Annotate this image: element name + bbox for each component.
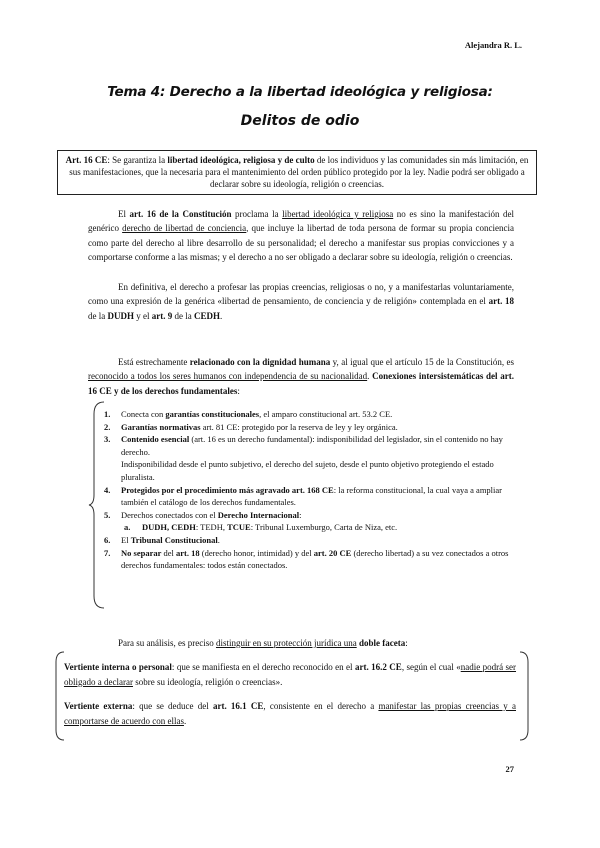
text: : que se manifiesta en el derecho reconocido en el xyxy=(171,662,355,672)
underlined-text: derecho de libertad de conciencia xyxy=(122,223,247,234)
text: (art. 16 es un derecho fundamental): indisponibilidad del legislador, sin el contenido no hay derecho. xyxy=(121,434,503,457)
underlined-text: distinguir en su protección jurídica una xyxy=(215,638,357,648)
underlined-text: nadie podrá ser obligado a declarar xyxy=(64,662,517,687)
bold-text: art. 18 xyxy=(176,547,200,558)
list-number: 2. xyxy=(104,421,111,432)
bold-text: Contenido esencial xyxy=(121,434,190,445)
text: art. 81 CE: protegido por la reserva de ley y ley orgánica. xyxy=(200,421,398,432)
box-label: Art. 16 CE xyxy=(65,155,108,165)
bold-text: Tribunal Constitucional xyxy=(130,534,218,545)
paragraph-2 xyxy=(88,280,514,323)
facet-internal xyxy=(64,660,516,689)
text: Conecta con xyxy=(121,409,166,419)
box-text: de los individuos y las comunidades sin más limitación, en sus manifestaciones, que la necesaria para el mantenimiento del orden público protegido por la ley. Nadie podrá ser obligado a declarar sobre su ideología, religión o creencias. xyxy=(69,155,529,190)
text: : Tribunal Luxemburgo, Carta de Niza, etc. xyxy=(250,522,398,533)
text: no es sino la manifestación del genérico xyxy=(88,209,514,234)
text: y, al igual que el artículo 15 de la Constitución, es xyxy=(330,357,514,367)
text: de la xyxy=(172,310,194,321)
text: sobre su ideología, religión o creencias». xyxy=(132,676,283,687)
list-number: 7. xyxy=(104,547,111,558)
list-item xyxy=(104,509,516,522)
bold-text: art. 18 xyxy=(488,296,514,307)
text: de la xyxy=(88,310,108,321)
text: Derechos conectados con el xyxy=(121,509,218,520)
bold-text: art. 20 CE xyxy=(313,547,352,558)
list-item xyxy=(104,484,516,509)
text: : TEDH, xyxy=(195,522,228,533)
bold-text: art. 16.2 CE xyxy=(354,662,402,672)
bold-text: art. 16.1 CE xyxy=(212,701,264,711)
list-item xyxy=(104,421,516,434)
text: El xyxy=(118,209,130,219)
bold-text: relacionado con la dignidad humana xyxy=(189,357,331,367)
title-line-1: Tema 4: Derecho a la libertad ideológica y religiosa: xyxy=(107,84,493,100)
underlined-text: manifestar las propias creencias y a comportarse de acuerdo con ellas xyxy=(64,701,516,726)
bold-text: Protegidos por el procedimiento más agravado art. 168 CE xyxy=(121,484,334,495)
facet-external xyxy=(64,699,516,728)
bold-text: garantías constitucionales xyxy=(165,409,260,419)
box-bold: libertad ideológica, religiosa y de culto xyxy=(167,155,315,165)
bold-text: Garantías normativas xyxy=(121,421,201,432)
list-letter: a. xyxy=(124,522,131,533)
text: del xyxy=(161,547,177,558)
underlined-text: libertad ideológica y religiosa xyxy=(282,209,394,219)
bold-text: CEDH xyxy=(194,310,221,321)
page-number: 27 xyxy=(505,764,514,774)
text: , según el cual « xyxy=(401,662,461,672)
paragraph-4 xyxy=(88,636,514,650)
list-number: 6. xyxy=(104,534,111,545)
text: . xyxy=(217,534,220,545)
text: (derecho honor, intimidad) y del xyxy=(199,547,314,558)
bold-text: DUDH, CEDH xyxy=(142,522,196,533)
text: Para su análisis, es preciso xyxy=(118,638,216,648)
text: Está estrechamente xyxy=(118,357,190,367)
underlined-text: reconocido a todos los seres humanos con independencia de su nacionalidad xyxy=(88,371,368,382)
list-number: 5. xyxy=(104,509,111,520)
bold-text: Conexiones intersistemáticas del art. 16 CE y de los derechos fundamentales xyxy=(88,371,515,396)
list-number: 1. xyxy=(104,409,111,419)
text: . xyxy=(367,371,373,382)
text: y el xyxy=(134,310,152,321)
list-item xyxy=(104,433,516,483)
author-name: Alejandra R. L. xyxy=(464,40,522,50)
list-item xyxy=(104,534,516,547)
bold-text: doble faceta xyxy=(358,638,406,648)
paragraph-3 xyxy=(88,355,514,398)
bold-text: No separar xyxy=(121,547,162,558)
bold-text: DUDH xyxy=(107,310,134,321)
bold-text: Vertiente interna o personal xyxy=(64,662,172,672)
text: . xyxy=(220,310,223,321)
text: , que incluye la libertad de toda persona de formar su propia conciencia como parte del derecho al libre desarrollo de su personalidad; el derecho a manifestar sus propias convicciones y a comportarse conforme a las mismas; y el derecho a no ser obligado a declarar sobre su ideología, religión o creencias. xyxy=(88,223,514,263)
title-line-2: Delitos de odio xyxy=(240,113,360,129)
sub-list-item xyxy=(104,521,516,534)
text: , el amparo constitucional art. 53.2 CE. xyxy=(259,409,393,419)
text: . xyxy=(183,715,187,726)
bold-text: art. 9 xyxy=(151,310,173,321)
connections-list xyxy=(104,408,516,572)
article-box xyxy=(57,150,537,195)
text: En definitiva, el derecho a profesar las propias creencias, religiosas o no, y a manifestarlas voluntariamente, como una expresión de la genérica «libertad de pensamiento, de conciencia y de religión» contemplada en el xyxy=(88,282,514,307)
text: : xyxy=(405,638,408,648)
text: : que se deduce del xyxy=(132,701,213,711)
bold-text: Vertiente externa xyxy=(64,701,133,711)
list-number: 3. xyxy=(104,434,111,445)
text: : xyxy=(299,509,302,520)
text: , consistente en el derecho a xyxy=(263,701,379,711)
text: Indisponibilidad desde el punto subjetivo, el derecho del sujeto, desde el punto objetivo protegiendo el estado pluralista. xyxy=(121,459,494,482)
box-text: : Se garantiza la xyxy=(107,155,168,165)
text: : xyxy=(237,385,240,396)
list-item xyxy=(104,408,516,421)
list-item xyxy=(104,547,516,572)
text: (derecho libertad) a su vez conectados a otros derechos fundamentales: todos están conectados. xyxy=(121,547,509,571)
text: proclama la xyxy=(231,209,283,219)
paragraph-1 xyxy=(88,207,514,265)
list-number: 4. xyxy=(104,484,111,495)
text: El xyxy=(121,534,131,545)
bold-text: Derecho Internacional xyxy=(217,509,300,520)
bold-text: TCUE xyxy=(227,522,251,533)
text: : la reforma constitucional, la cual vaya a ampliar también el catálogo de los derechos fundamentales. xyxy=(121,484,503,508)
bold-text: art. 16 de la Constitución xyxy=(129,209,232,219)
